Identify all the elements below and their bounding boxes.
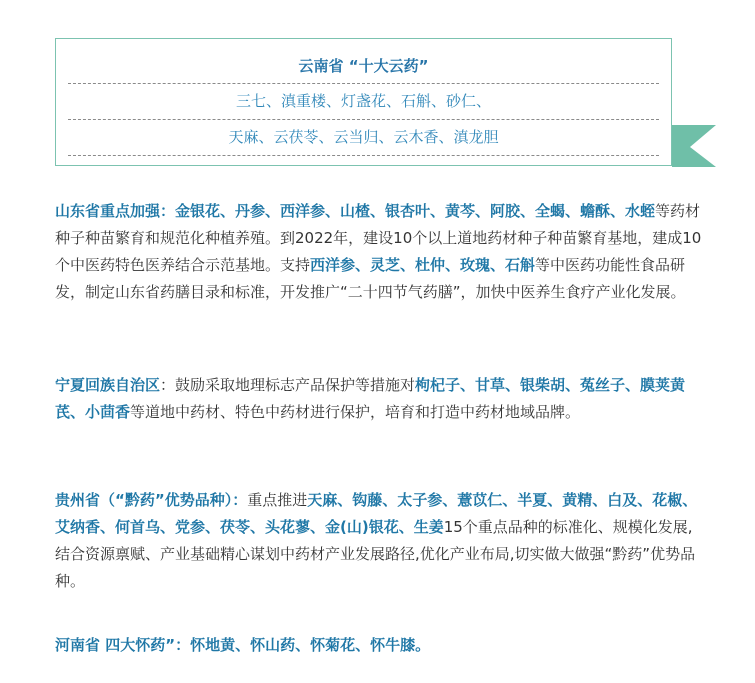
- ningxia-herbs: 枸杞子、甘草、银柴胡、菟丝子、膜荚黄芪、小茴香: [55, 376, 686, 421]
- shandong-text-2: 等中医药功能性食品研发，制定山东省药膳目录和标准，开发推广“二十四节气药膳”，加快中医养生食疗产业化发展。: [55, 256, 686, 301]
- shandong-heading: 山东省重点加强：: [55, 202, 176, 220]
- henan-paragraph: [55, 632, 705, 659]
- henan-heading: 河南省 四大怀药”：: [55, 636, 191, 654]
- guizhou-text-1: 15个重点品种的标准化、规模化发展,结合资源禀赋、产业基础精心谋划中药材产业发展路径,优化产业布局,切实做大做强“黔药”优势品种。: [55, 518, 696, 590]
- ningxia-paragraph: [55, 372, 705, 426]
- card-title: 云南省 “十大云药”: [298, 57, 429, 75]
- guizhou-text-0: 重点推进: [247, 491, 308, 509]
- ribbon-corner-decoration: [672, 125, 717, 167]
- card-herb-line-1: 三七、滇重楼、灯盏花、石斛、砂仁、: [235, 92, 491, 110]
- guizhou-paragraph: [55, 487, 705, 595]
- henan-herbs: 怀地黄、怀山药、怀菊花、怀牛膝。: [190, 636, 431, 654]
- yunnan-herbs-card: [55, 38, 672, 166]
- dashed-divider: [68, 83, 659, 84]
- ningxia-heading: 宁夏回族自治区: [55, 376, 161, 394]
- shandong-text-1: 等药材种子种苗繁育和规范化种植养殖。到2022年，建设10个以上道地药材种子种苗繁育基地，建成10个中医药特色医养结合示范基地。支持: [55, 202, 702, 274]
- dashed-divider: [68, 155, 659, 156]
- ningxia-text-0: ：鼓励采取地理标志产品保护等措施对: [160, 376, 416, 394]
- card-herb-line-2: 天麻、云茯苓、云当归、云木香、滇龙胆: [228, 128, 499, 146]
- ningxia-text-1: 等道地中药材、特色中药材进行保护，培育和打造中药材地域品牌。: [130, 403, 581, 421]
- shandong-paragraph: [55, 198, 705, 306]
- dashed-divider: [68, 119, 659, 120]
- shandong-herbs-2: 西洋参、灵芝、杜仲、玫瑰、石斛: [310, 256, 536, 274]
- ribbon-shape: [672, 125, 716, 167]
- guizhou-heading: 贵州省（“黔药”优势品种）：: [55, 491, 248, 509]
- shandong-herbs-1: 金银花、丹参、西洋参、山楂、银杏叶、黄芩、阿胶、全蝎、蟾酥、水蛭: [175, 202, 656, 220]
- guizhou-herbs: 天麻、钩藤、太子参、薏苡仁、半夏、黄精、白及、花椒、艾纳香、何首乌、党参、茯苓、头花蓼、金(山)银花、生姜: [55, 491, 698, 536]
